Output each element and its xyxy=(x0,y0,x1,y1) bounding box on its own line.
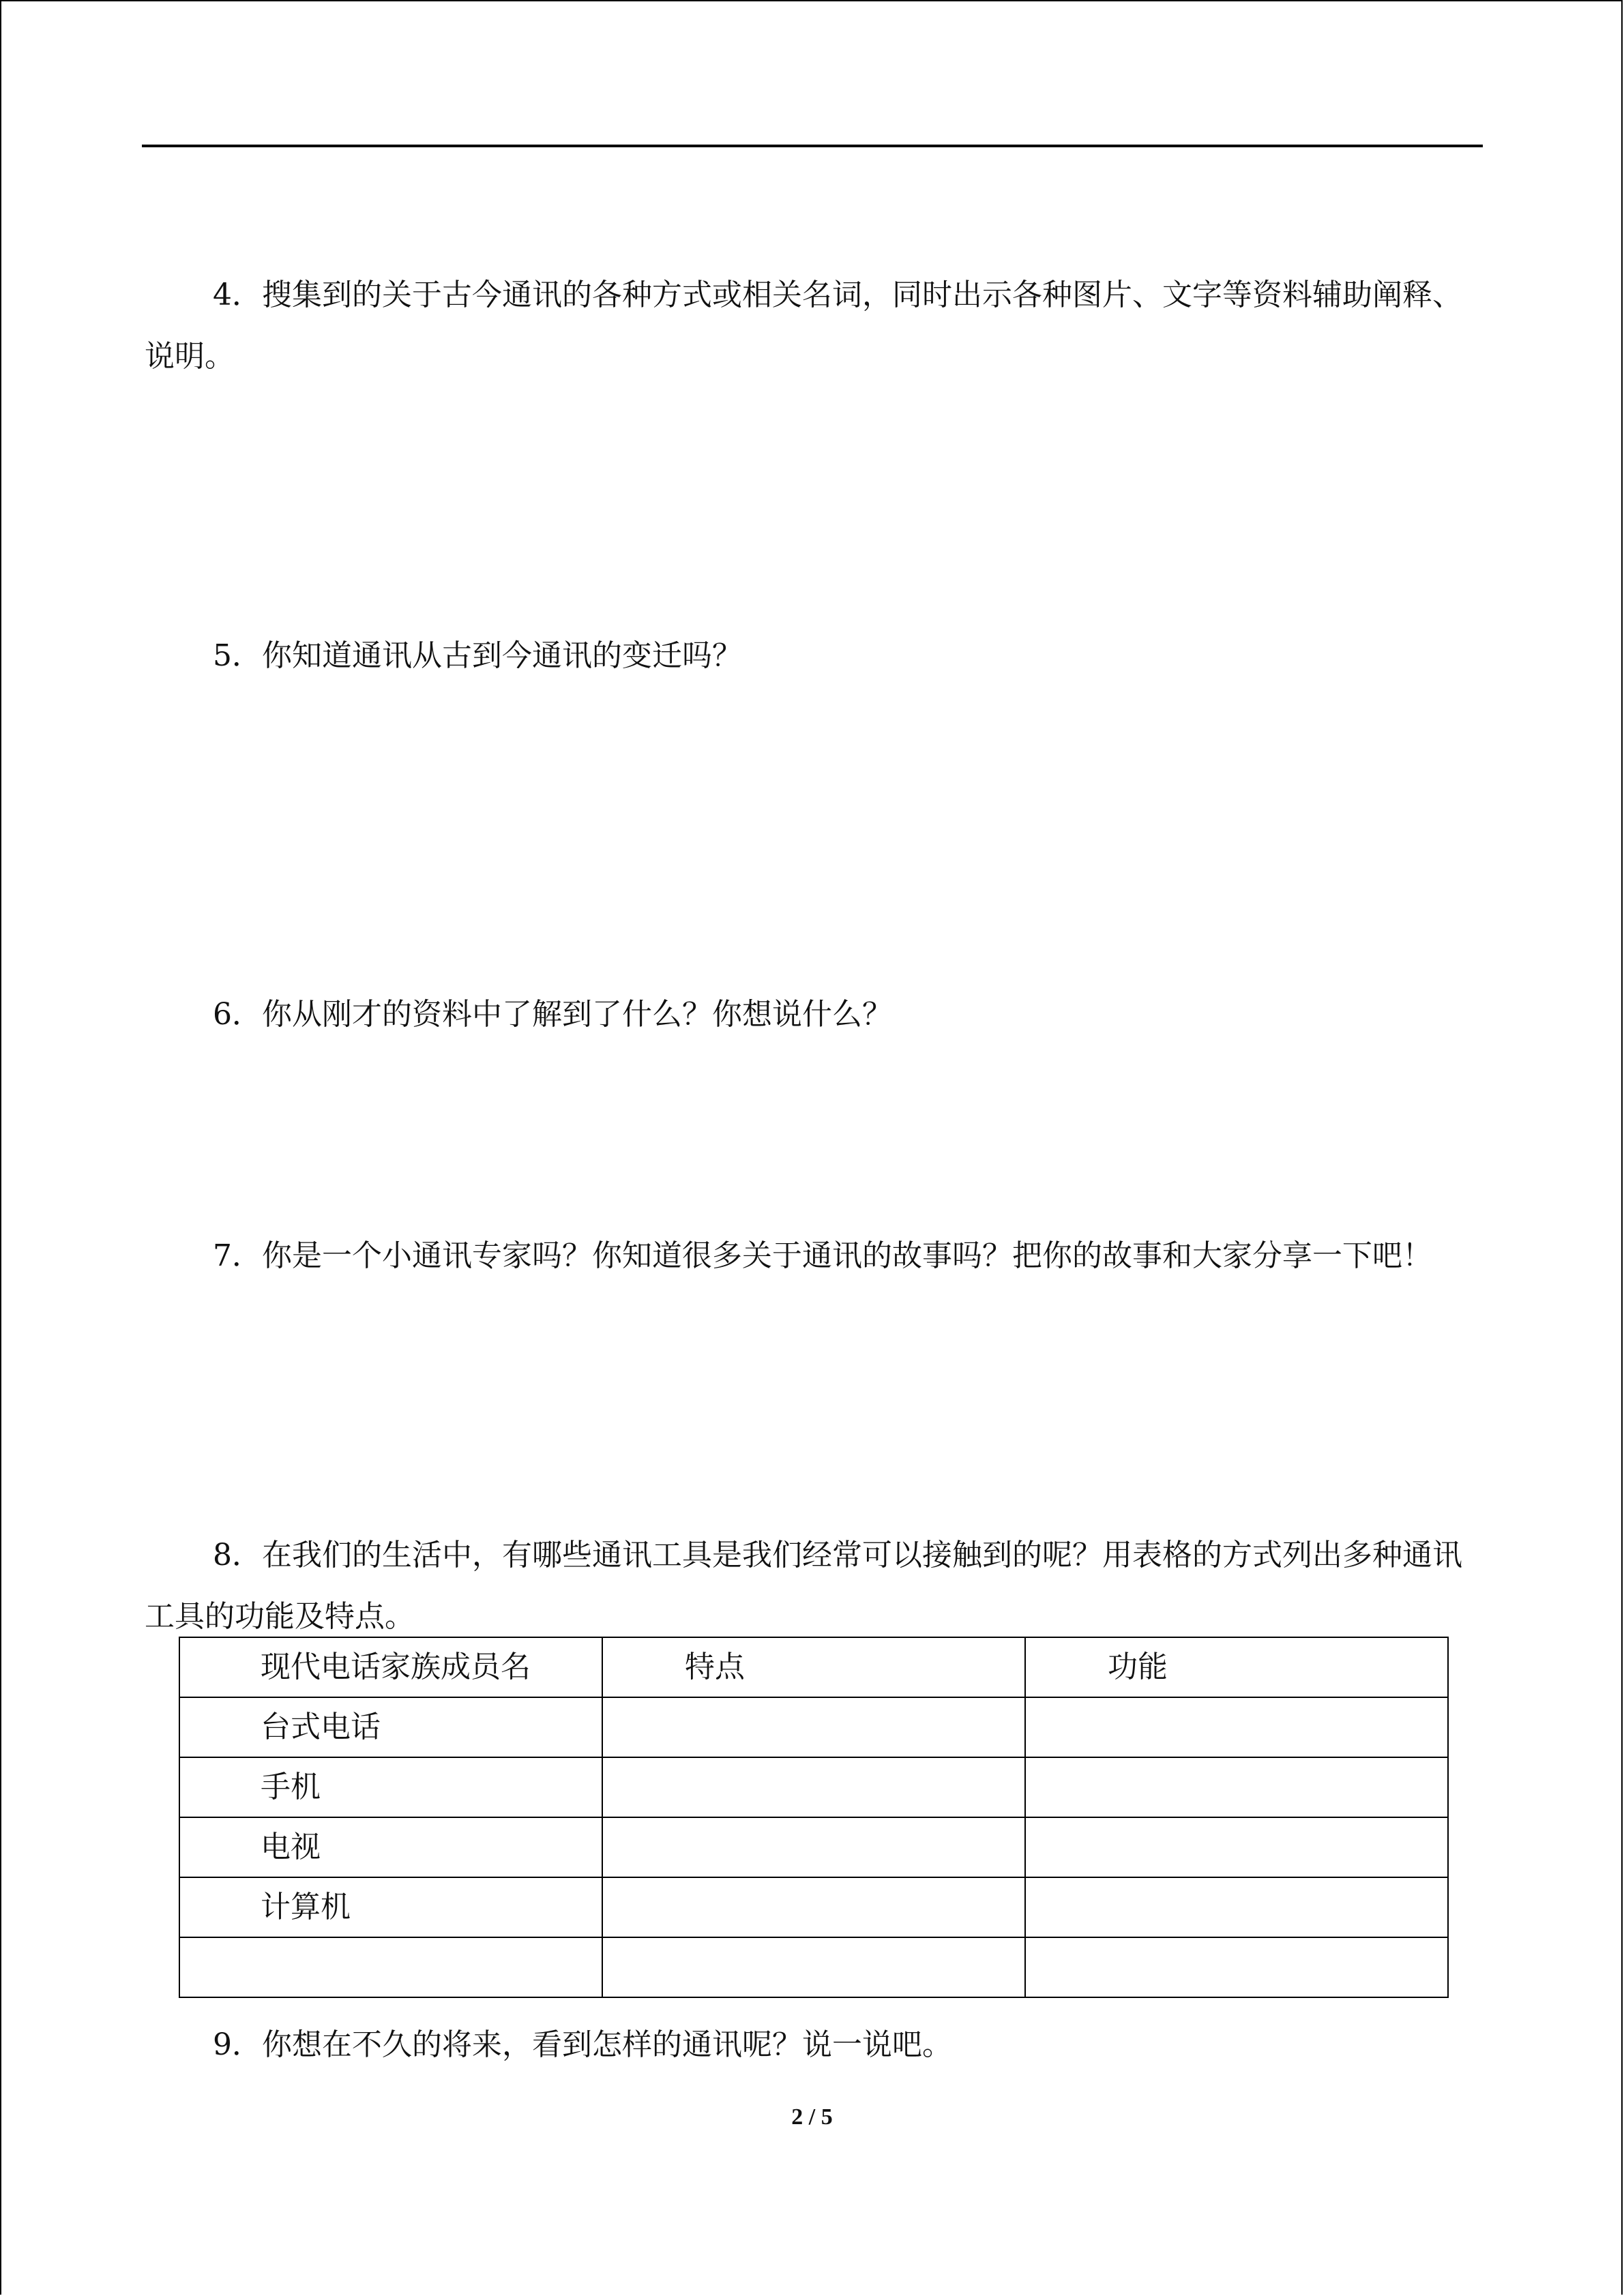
table-row xyxy=(179,1697,1448,1757)
header-cell-features: 特点 xyxy=(602,1637,1025,1697)
table-cell-name: 电视 xyxy=(179,1817,602,1877)
table-row xyxy=(179,1937,1448,1997)
table-cell-feature[interactable] xyxy=(602,1757,1025,1817)
table-row xyxy=(179,1817,1448,1877)
header-cell-functions: 功能 xyxy=(1025,1637,1448,1697)
table-cell-function[interactable] xyxy=(1025,1697,1448,1757)
question-9: 9．你想在不久的将来，看到怎样的通讯呢？说一说吧。 xyxy=(213,2027,952,2062)
header-rule xyxy=(142,145,1483,147)
table-cell-feature[interactable] xyxy=(602,1697,1025,1757)
header-cell-member-name: 现代电话家族成员名 xyxy=(179,1637,602,1697)
table-cell-name: 手机 xyxy=(179,1757,602,1817)
table-cell-feature[interactable] xyxy=(602,1817,1025,1877)
question-4: 4．搜集到的关于古今通讯的各种方式或相关名词，同时出示各种图片、文字等资料辅助阐释、说明。 xyxy=(145,278,1462,374)
table-cell-function[interactable] xyxy=(1025,1757,1448,1817)
communication-tools-table xyxy=(179,1637,1449,1998)
page-number: 2 / 5 xyxy=(791,2104,833,2130)
table-row xyxy=(179,1877,1448,1937)
table-cell-function[interactable] xyxy=(1025,1817,1448,1877)
table-cell-feature[interactable] xyxy=(602,1937,1025,1997)
question-7: 7．你是一个小通讯专家吗？你知道很多关于通讯的故事吗？把你的故事和大家分享一下吧！ xyxy=(213,1238,1432,1273)
table-cell-function[interactable] xyxy=(1025,1937,1448,1997)
question-8: 8．在我们的生活中，有哪些通讯工具是我们经常可以接触到的呢？用表格的方式列出多种通讯工具的功能及特点。 xyxy=(145,1538,1462,1634)
table-cell-name: 计算机 xyxy=(179,1877,602,1937)
table-cell-name: 台式电话 xyxy=(179,1697,602,1757)
question-6: 6．你从刚才的资料中了解到了什么？你想说什么？ xyxy=(213,997,892,1032)
table-row xyxy=(179,1757,1448,1817)
table-cell-feature[interactable] xyxy=(602,1877,1025,1937)
table-cell-function[interactable] xyxy=(1025,1877,1448,1937)
question-5: 5．你知道通讯从古到今通讯的变迁吗？ xyxy=(213,638,742,673)
table-header-row xyxy=(179,1637,1448,1697)
table-cell-name[interactable] xyxy=(179,1937,602,1997)
